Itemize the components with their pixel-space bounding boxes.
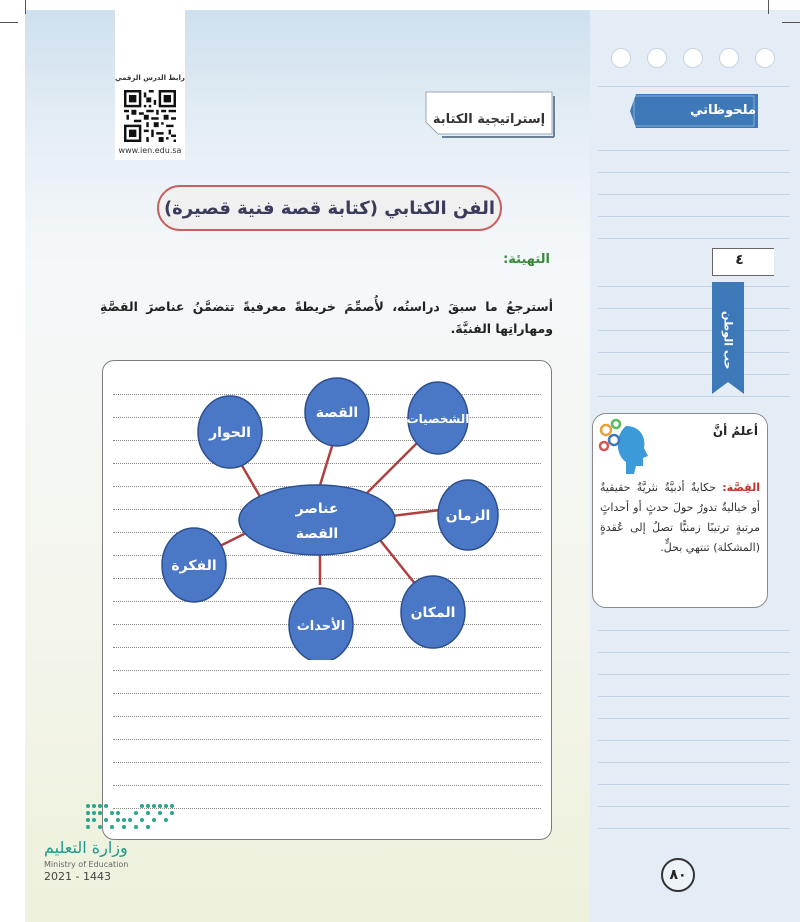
lesson-title: الفن الكتابي (كتابة قصة فنية قصيرة) (157, 185, 502, 231)
binder-ring-icon (755, 48, 775, 68)
notes-rule (598, 352, 790, 353)
qr-code-icon[interactable] (124, 90, 176, 142)
map-center-bubble (239, 485, 395, 555)
edition-year: 2021 - 1443 (44, 870, 111, 883)
info-term: القِصَّة: (722, 481, 760, 494)
notes-title: ملحوظاتي (689, 103, 756, 118)
notes-rule (598, 828, 790, 829)
map-node-story: القصة (315, 405, 359, 421)
notes-rule (598, 194, 790, 195)
notes-rule (598, 150, 790, 151)
notes-rule (598, 806, 790, 807)
notes-rule (598, 652, 790, 653)
crop-mark (0, 22, 18, 23)
notes-rule (598, 330, 790, 331)
instruction-text: أسترجعُ ما سبقَ دراستُه، لأُصمِّمَ خريطةً معرفيةً تتضمَّنُ عناصرَ القصَّةِ ومهاراتِها الفنيَّةَ. (100, 299, 553, 336)
map-node-events: الأحداث (296, 619, 346, 634)
notes-rule (598, 238, 790, 239)
ministry-name-english: Ministry of Education (44, 860, 129, 869)
notes-rule (598, 216, 790, 217)
map-node-idea: الفكرة (171, 558, 217, 574)
ministry-name-arabic: وزارة التعليم (44, 838, 128, 857)
dotted-line (113, 785, 541, 786)
qr-url[interactable]: www.ien.edu.sa (118, 146, 182, 155)
qr-label: رابط الدرس الرقمي (115, 74, 185, 82)
notes-rule (598, 784, 790, 785)
strategy-label: إستراتيجية الكتابة (432, 112, 546, 127)
map-center-line-2: القصة (295, 526, 339, 542)
binder-ring-icon (611, 48, 631, 68)
dotted-line (113, 670, 541, 671)
unit-number: ٤ (735, 252, 744, 268)
qr-card (115, 10, 185, 160)
map-node-time: الزمان (445, 508, 491, 524)
notes-rule (598, 696, 790, 697)
binder-ring-icon (683, 48, 703, 68)
dotted-line (113, 693, 541, 694)
story-elements-mind-map (102, 360, 552, 660)
notes-rule (598, 308, 790, 309)
crop-mark (25, 0, 26, 14)
info-box-body (600, 478, 760, 558)
map-node-dialogue: الحوار (209, 425, 251, 441)
notes-rule (598, 374, 790, 375)
dotted-line (113, 762, 541, 763)
map-center-line-1: عناصر (295, 501, 339, 517)
notes-rule (598, 86, 790, 87)
notes-rule (598, 172, 790, 173)
ministry-logo-icon (82, 800, 182, 836)
info-box-title: أعلمُ أنَّ (712, 424, 758, 438)
notes-rule (598, 762, 790, 763)
notes-rule (598, 286, 790, 287)
notes-rule (598, 740, 790, 741)
page-number: ٨٠ (661, 858, 695, 892)
gears-head-icon (596, 416, 648, 476)
intro-label: التهيئة: (503, 252, 550, 267)
map-node-characters: الشخصيات (406, 412, 470, 426)
notes-rule (598, 630, 790, 631)
map-node-place: المكان (410, 605, 456, 621)
unit-ribbon-label: حب الوطن (721, 310, 735, 370)
dotted-line (113, 739, 541, 740)
info-definition: حكايةٌ أدبيَّةٌ نثريَّةٌ حقيقيةٌ أو خياليةٌ تدورُ حولَ حدثٍ أو أحداثٍ مرتبةٍ ترتيبًا زمنيًّا تصلُ إلى عُقدةٍ (المشكلة) تنتهي بحلٍّ. (600, 481, 760, 554)
binder-ring-icon (647, 48, 667, 68)
binder-ring-icon (719, 48, 739, 68)
crop-mark (782, 22, 800, 23)
notes-rule (598, 718, 790, 719)
notes-rule (598, 396, 790, 397)
crop-mark (768, 0, 769, 14)
dotted-line (113, 716, 541, 717)
notes-rule (598, 674, 790, 675)
